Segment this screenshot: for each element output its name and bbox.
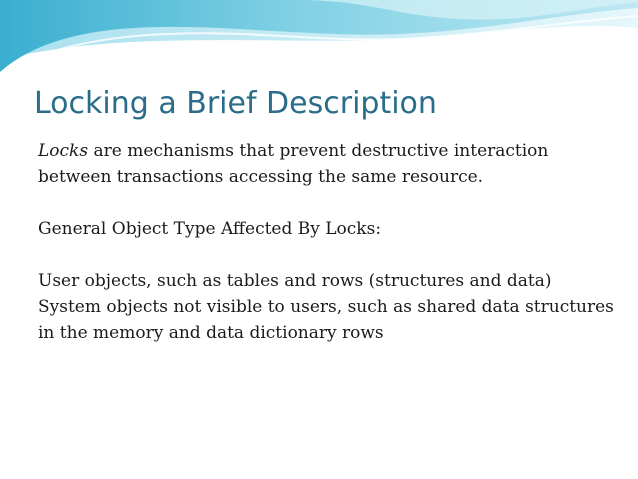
slide-body xyxy=(38,138,618,346)
header-wave-decoration xyxy=(0,0,638,80)
slide-title: Locking a Brief Description xyxy=(34,86,437,121)
system-objects-paragraph: System objects not visible to users, such as shared data structures in the memory and data dictionary rows xyxy=(38,297,614,343)
locks-definition-paragraph xyxy=(38,138,618,190)
object-types-heading: General Object Type Affected By Locks: xyxy=(38,219,382,239)
locks-term: Locks xyxy=(38,141,89,161)
user-objects-paragraph: User objects, such as tables and rows (structures and data) xyxy=(38,271,552,291)
locks-definition-text: are mechanisms that prevent destructive interaction between transactions accessing the same resource. xyxy=(38,141,549,187)
